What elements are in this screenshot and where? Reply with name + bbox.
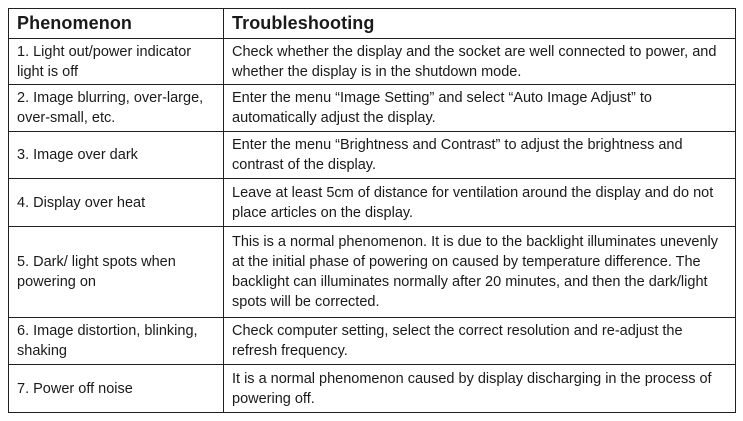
header-row (9, 9, 736, 39)
table-header (9, 9, 736, 39)
header-troubleshooting: Troubleshooting (224, 9, 736, 39)
table-row (9, 318, 736, 365)
phenomenon-cell: 4. Display over heat (9, 179, 224, 227)
phenomenon-cell: 3. Image over dark (9, 132, 224, 179)
troubleshooting-cell: Check whether the display and the socket are well connected to power, and whether the display is in the shutdown mode. (224, 39, 736, 85)
phenomenon-cell: 1. Light out/power indicator light is off (9, 39, 224, 85)
troubleshooting-cell: This is a normal phenomenon. It is due to the backlight illuminates unevenly at the initial phase of powering on caused by temperature difference. The backlight can illuminates normally after 20 minutes, and then the dark/light spots will be corrected. (224, 227, 736, 318)
table-row (9, 179, 736, 227)
table-row (9, 85, 736, 132)
troubleshooting-cell: Check computer setting, select the correct resolution and re-adjust the refresh frequency. (224, 318, 736, 365)
table-row (9, 132, 736, 179)
troubleshooting-cell: Enter the menu “Image Setting” and select “Auto Image Adjust” to automatically adjust the display. (224, 85, 736, 132)
troubleshooting-table (8, 8, 736, 413)
table-row (9, 365, 736, 413)
header-phenomenon: Phenomenon (9, 9, 224, 39)
table-row (9, 227, 736, 318)
troubleshooting-cell: Enter the menu “Brightness and Contrast” to adjust the brightness and contrast of the display. (224, 132, 736, 179)
table-body (9, 39, 736, 413)
phenomenon-cell: 2. Image blurring, over-large, over-small, etc. (9, 85, 224, 132)
phenomenon-cell: 7. Power off noise (9, 365, 224, 413)
phenomenon-cell: 5. Dark/ light spots when powering on (9, 227, 224, 318)
troubleshooting-cell: It is a normal phenomenon caused by display discharging in the process of powering off. (224, 365, 736, 413)
troubleshooting-cell: Leave at least 5cm of distance for ventilation around the display and do not place articles on the display. (224, 179, 736, 227)
table-row (9, 39, 736, 85)
phenomenon-cell: 6. Image distortion, blinking, shaking (9, 318, 224, 365)
